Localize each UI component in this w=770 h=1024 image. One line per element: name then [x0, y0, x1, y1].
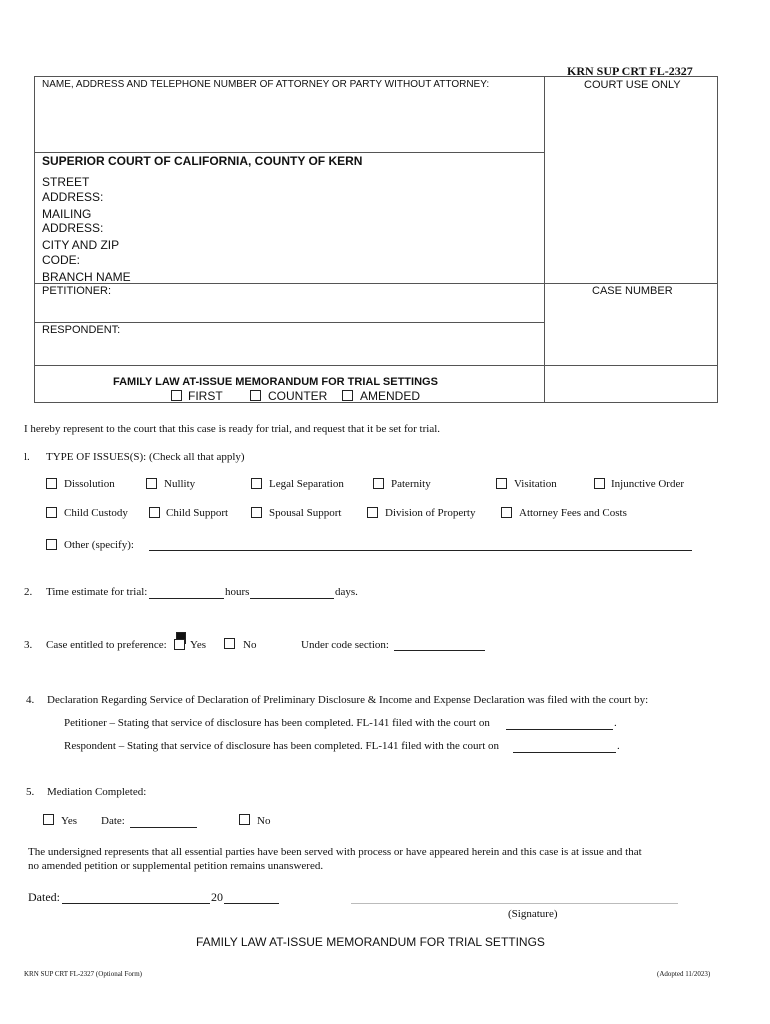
s4-label: Declaration Regarding Service of Declaration of Preliminary Disclosure & Income and Expense Declaration was filed with the court by:: [47, 694, 649, 706]
closing-text-2: no amended petition or supplemental petition remains unanswered.: [28, 860, 324, 872]
city-label-2: CODE:: [42, 253, 81, 267]
spousal-support-label: Spousal Support: [269, 507, 342, 519]
hours-label: hours: [225, 586, 250, 598]
attorney-fees-label: Attorney Fees and Costs: [519, 507, 627, 519]
mailing-label-1: MAILING: [42, 207, 92, 221]
child-support-label: Child Support: [166, 507, 229, 519]
counter-checkbox[interactable]: [250, 390, 261, 401]
other-specify-line[interactable]: [149, 550, 692, 551]
child-custody-checkbox[interactable]: [46, 507, 57, 518]
nullity-label: Nullity: [164, 478, 196, 490]
form-title: FAMILY LAW AT-ISSUE MEMORANDUM FOR TRIAL SETTINGS: [113, 376, 438, 388]
mediation-date-label: Date:: [101, 815, 125, 827]
other-checkbox[interactable]: [46, 539, 57, 550]
s4-number: 4.: [26, 694, 35, 706]
respondent-date-line[interactable]: [513, 752, 616, 753]
preference-yes-label: Yes: [190, 639, 207, 651]
code-section-label: Under code section:: [301, 639, 389, 651]
first-label: FIRST: [188, 389, 223, 403]
branch-label: BRANCH NAME: [42, 270, 131, 284]
nullity-checkbox[interactable]: [146, 478, 157, 489]
signature-line[interactable]: [351, 903, 678, 904]
respondent-label: RESPONDENT:: [42, 324, 121, 336]
injunctive-order-checkbox[interactable]: [594, 478, 605, 489]
s1-number: l.: [24, 451, 30, 463]
petitioner-bottom-line: [34, 322, 544, 323]
court-bottom-line: [34, 283, 718, 284]
first-checkbox[interactable]: [171, 390, 182, 401]
mediation-date-line[interactable]: [130, 827, 197, 828]
s4-respondent-text: Respondent – Stating that service of disclosure has been completed. FL-141 filed with the court on: [64, 740, 500, 752]
year-line[interactable]: [224, 903, 279, 904]
legal-separation-checkbox[interactable]: [251, 478, 262, 489]
attorney-bottom-line: [34, 152, 544, 153]
s2-number: 2.: [24, 586, 33, 598]
counter-label: COUNTER: [268, 389, 328, 403]
s2-label: Time estimate for trial:: [46, 586, 148, 598]
child-custody-label: Child Custody: [64, 507, 128, 519]
paternity-label: Paternity: [391, 478, 431, 490]
days-label: days.: [335, 586, 358, 598]
division-property-checkbox[interactable]: [367, 507, 378, 518]
respondent-bottom-line: [34, 365, 718, 366]
street-label-1: STREET: [42, 175, 90, 189]
petitioner-date-line[interactable]: [506, 729, 613, 730]
dated-label: Dated:: [28, 890, 60, 904]
child-support-checkbox[interactable]: [149, 507, 160, 518]
city-label-1: CITY AND ZIP: [42, 238, 120, 252]
signature-label: (Signature): [508, 908, 558, 920]
dated-line[interactable]: [62, 903, 210, 904]
hours-line[interactable]: [149, 598, 224, 599]
mediation-no-label: No: [257, 815, 271, 827]
other-label: Other (specify):: [64, 539, 134, 551]
preference-yes-box-outline: [174, 639, 185, 650]
days-line[interactable]: [250, 598, 334, 599]
injunctive-order-label: Injunctive Order: [611, 478, 684, 490]
petitioner-label: PETITIONER:: [42, 285, 112, 297]
paternity-checkbox[interactable]: [373, 478, 384, 489]
division-property-label: Division of Property: [385, 507, 476, 519]
s1-label: TYPE OF ISSUES(S): (Check all that apply): [46, 451, 245, 463]
attorney-label: NAME, ADDRESS AND TELEPHONE NUMBER OF ATTORNEY OR PARTY WITHOUT ATTORNEY:: [42, 79, 490, 90]
dissolution-label: Dissolution: [64, 478, 115, 490]
code-section-line[interactable]: [394, 650, 485, 651]
court-name: SUPERIOR COURT OF CALIFORNIA, COUNTY OF KERN: [42, 154, 363, 168]
year-prefix: 20: [211, 890, 223, 904]
street-label-2: ADDRESS:: [42, 190, 104, 204]
s5-label: Mediation Completed:: [47, 786, 147, 798]
visitation-label: Visitation: [514, 478, 557, 490]
court-use-label: COURT USE ONLY: [584, 79, 681, 91]
intro-text: I hereby represent to the court that this case is ready for trial, and request that it be set for trial.: [24, 423, 441, 435]
dissolution-checkbox[interactable]: [46, 478, 57, 489]
caption-outer-box: [34, 76, 718, 403]
closing-text-1: The undersigned represents that all essential parties have been served with process or have appeared herein and this case is at issue and that: [28, 846, 642, 858]
s5-number: 5.: [26, 786, 35, 798]
visitation-checkbox[interactable]: [496, 478, 507, 489]
preference-no-label: No: [243, 639, 257, 651]
footer-title: FAMILY LAW AT-ISSUE MEMORANDUM FOR TRIAL SETTINGS: [196, 935, 545, 949]
s3-label: Case entitled to preference:: [46, 639, 167, 651]
s4-petitioner-text: Petitioner – Stating that service of disclosure has been completed. FL-141 filed with the court on: [64, 717, 490, 729]
mailing-label-2: ADDRESS:: [42, 221, 104, 235]
footer-left: KRN SUP CRT FL-2327 (Optional Form): [24, 970, 143, 978]
court-use-divider: [544, 76, 545, 403]
s3-number: 3.: [24, 639, 33, 651]
footer-right: (Adopted 11/2023): [657, 970, 711, 978]
amended-checkbox[interactable]: [342, 390, 353, 401]
mediation-yes-label: Yes: [61, 815, 78, 827]
legal-separation-label: Legal Separation: [269, 478, 344, 490]
case-number-label: CASE NUMBER: [592, 285, 673, 297]
s4-petitioner-period: .: [614, 717, 617, 729]
mediation-no-checkbox[interactable]: [239, 814, 250, 825]
amended-label: AMENDED: [360, 389, 421, 403]
s4-respondent-period: .: [617, 740, 620, 752]
preference-no-checkbox[interactable]: [224, 638, 235, 649]
form-id: KRN SUP CRT FL-2327: [567, 64, 693, 78]
attorney-fees-checkbox[interactable]: [501, 507, 512, 518]
spousal-support-checkbox[interactable]: [251, 507, 262, 518]
mediation-yes-checkbox[interactable]: [43, 814, 54, 825]
